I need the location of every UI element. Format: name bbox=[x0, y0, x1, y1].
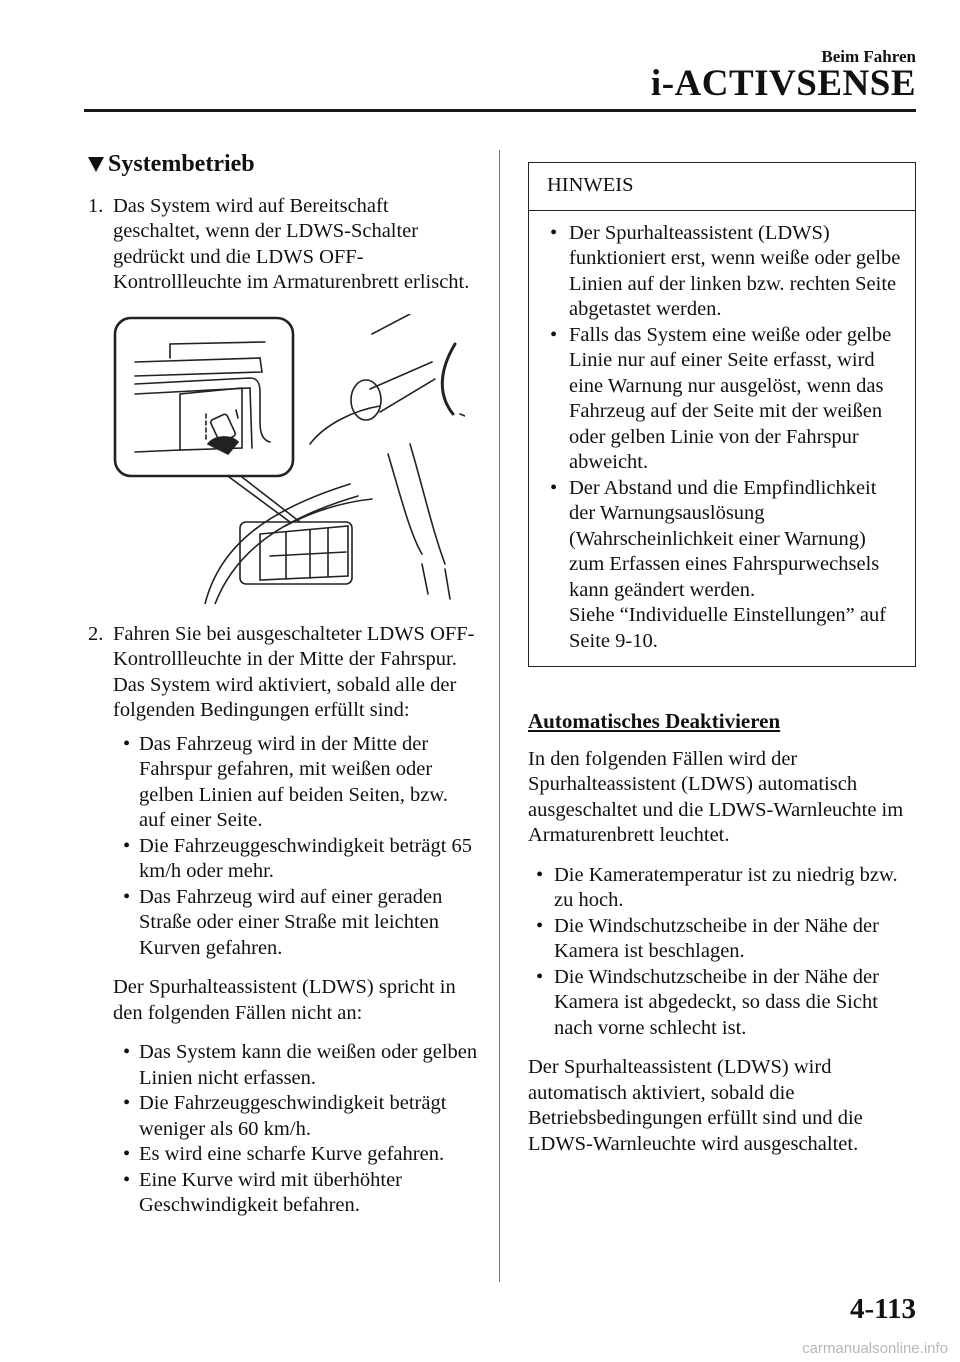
left-column bbox=[88, 152, 478, 1233]
step-2 bbox=[88, 622, 478, 724]
note-title: HINWEIS bbox=[529, 163, 915, 211]
note-box bbox=[528, 162, 916, 667]
list-item: • Der Abstand und die Empfindlichkeit der Warnungsauslösung (Wahrscheinlichkeit einer Warnung) zum Erfassen eines Fahrspurwechsels kann geändert werden. Siehe “Individuelle Einstellungen” auf Seite 9-10. bbox=[550, 476, 887, 652]
section-title: i-ACTIVSENSE bbox=[650, 63, 916, 104]
header-rule bbox=[84, 109, 916, 112]
watermark: carmanualsonline.info bbox=[802, 1340, 948, 1357]
step-1 bbox=[88, 194, 478, 296]
step-2-details bbox=[113, 732, 478, 1219]
activation-conditions bbox=[123, 732, 478, 962]
note-body bbox=[529, 211, 915, 667]
systembetrieb-heading bbox=[88, 152, 478, 178]
list-item: • Die Windschutzscheibe in der Nähe der Kamera ist abgedeckt, so dass die Sicht nach vorne schlecht ist. bbox=[536, 965, 879, 1039]
list-item: • Eine Kurve wird mit überhöhter Geschwindigkeit befahren. bbox=[123, 1168, 403, 1216]
deactivation-cases bbox=[536, 863, 916, 1042]
step-number: 2. bbox=[88, 622, 104, 645]
step-text: Das System wird auf Bereitschaft geschaltet, wenn der LDWS-Schalter gedrückt und die LDWS OFF-Kontrollleuchte im Armaturenbrett erlischt. bbox=[113, 194, 470, 293]
column-divider bbox=[499, 150, 500, 1282]
list-item: • Die Fahrzeuggeschwindigkeit beträgt 65 km/h oder mehr. bbox=[123, 834, 473, 882]
list-item: • Das Fahrzeug wird in der Mitte der Fahrspur gefahren, mit weißen oder gelben Linien auf beiden Seiten, bzw. auf einer Seite. bbox=[123, 732, 448, 831]
list-item: • Falls das System eine weiße oder gelbe Linie nur auf einer Seite erfasst, wird eine Warnung nur ausgelöst, wenn das Fahrzeug auf der Seite mit der weißen oder gelben Linie von der Fahrspur abweicht. bbox=[550, 323, 892, 473]
step-number: 1. bbox=[88, 194, 104, 217]
list-item: • Die Kameratemperatur ist zu niedrig bzw. zu hoch. bbox=[536, 863, 898, 911]
note-list bbox=[539, 221, 905, 655]
page-number: 4-113 bbox=[849, 1293, 916, 1325]
right-column bbox=[528, 162, 916, 1171]
list-item: • Die Fahrzeuggeschwindigkeit beträgt weniger als 60 km/h. bbox=[123, 1092, 447, 1140]
heading-text: Systembetrieb bbox=[108, 151, 255, 177]
step-text: Fahren Sie bei ausgeschalteter LDWS OFF-Kontrollleuchte in der Mitte der Fahrspur. Das System wird aktiviert, sobald alle der folgenden Bedingungen erfüllt sind: bbox=[113, 622, 475, 721]
no-response-cases bbox=[123, 1040, 478, 1219]
auto-reactivation-text: Der Spurhalteassistent (LDWS) wird automatisch aktiviert, sobald die Betriebsbedingungen erfüllt sind und die LDWS-Warnleuchte wird ausgeschaltet. bbox=[528, 1056, 863, 1155]
triangle-marker-icon bbox=[88, 157, 104, 172]
see-reference: Siehe “Individuelle Einstellungen” auf Seite 9-10. bbox=[569, 604, 887, 652]
list-item: • Die Windschutzscheibe in der Nähe der Kamera ist beschlagen. bbox=[536, 914, 879, 962]
chapter-label: Beim Fahren bbox=[821, 47, 916, 66]
list-item: • Es wird eine scharfe Kurve gefahren. bbox=[123, 1143, 445, 1165]
ldws-switch-illustration bbox=[110, 314, 465, 604]
list-item: • Das Fahrzeug wird auf einer geraden Straße oder einer Straße mit leichten Kurven gefahren. bbox=[123, 885, 443, 959]
auto-deactivation-heading: Automatisches Deaktivieren bbox=[528, 709, 781, 733]
list-item: • Das System kann die weißen oder gelben Linien nicht erfassen. bbox=[123, 1041, 478, 1089]
list-item: • Der Spurhalteassistent (LDWS) funktioniert erst, wenn weiße oder gelbe Linien auf der linken bzw. rechten Seite abgetastet werden. bbox=[550, 221, 901, 320]
auto-deactivation-intro: In den folgenden Fällen wird der Spurhalteassistent (LDWS) automatisch ausgeschaltet und die LDWS-Warnleuchte im Armaturenbrett leuchtet. bbox=[528, 747, 904, 846]
no-response-intro: Der Spurhalteassistent (LDWS) spricht in den folgenden Fällen nicht an: bbox=[113, 976, 456, 1024]
